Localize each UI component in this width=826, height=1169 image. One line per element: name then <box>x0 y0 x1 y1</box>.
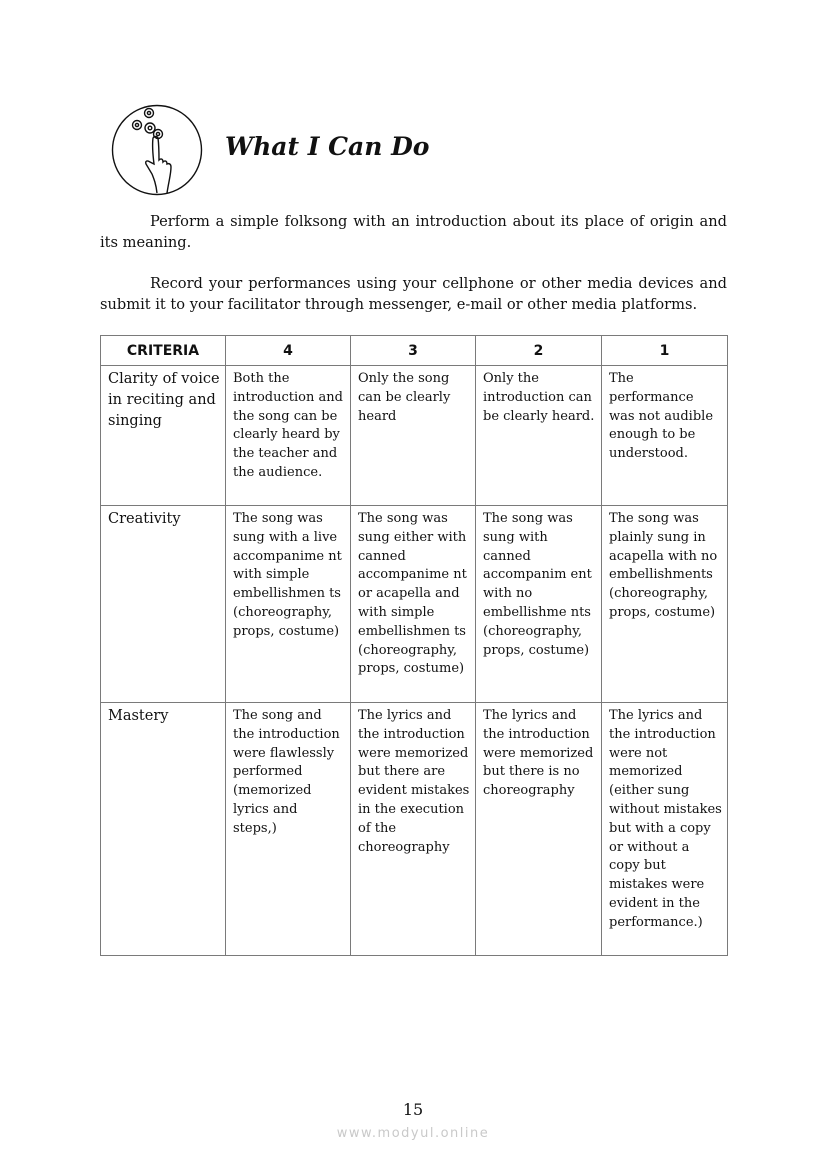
rubric-cell: Only the song can be clearly heard <box>351 366 476 506</box>
criterion-clarity: Clarity of voice in reciting and singing <box>101 366 226 506</box>
rubric-cell: The lyrics and the introduction were memorized but there are evident mistakes in the execution of the choreography <box>351 703 476 956</box>
criterion-creativity: Creativity <box>101 506 226 703</box>
instruction-text-2: Record your performances using your cellphone or other media devices and submit it to your facilitator through messenger, e-mail or other media platforms. <box>100 275 727 313</box>
table-row <box>101 366 728 506</box>
header-score-1: 1 <box>602 336 728 366</box>
section-title: What I Can Do <box>225 132 430 161</box>
instruction-paragraph-2 <box>100 273 727 315</box>
instruction-text-1: Perform a simple folksong with an introduction about its place of origin and its meaning. <box>100 213 727 251</box>
rubric-table <box>100 335 728 956</box>
rubric-cell: The song was sung with a live accompanime nt with simple embellishmen ts (choreography, props, costume) <box>226 506 351 703</box>
watermark: www.modyul.online <box>336 1126 490 1141</box>
header-score-4: 4 <box>226 336 351 366</box>
rubric-cell: Both the introduction and the song can be clearly heard by the teacher and the audience. <box>226 366 351 506</box>
rubric-cell: The song was sung with canned accompanim ent with no embellishme nts (choreography, props, costume) <box>476 506 602 703</box>
rubric-cell: The song and the introduction were flawlessly performed (memorized lyrics and steps,) <box>226 703 351 956</box>
criterion-mastery: Mastery <box>101 703 226 956</box>
rubric-cell: The song was plainly sung in acapella with no embellishments (choreography, props, costume) <box>602 506 728 703</box>
header-score-3: 3 <box>351 336 476 366</box>
rubric-cell: The lyrics and the introduction were memorized but there is no choreography <box>476 703 602 956</box>
rubric-cell: The song was sung either with canned accompanime nt or acapella and with simple embellishmen ts (choreography, props, costume) <box>351 506 476 703</box>
rubric-header-row <box>101 336 728 366</box>
header-criteria: CRITERIA <box>101 336 226 366</box>
rubric-cell: Only the introduction can be clearly heard. <box>476 366 602 506</box>
hand-with-gears-icon <box>111 104 203 196</box>
table-row <box>101 703 728 956</box>
rubric-cell: The performance was not audible enough to be understood. <box>602 366 728 506</box>
table-row <box>101 506 728 703</box>
rubric-cell: The lyrics and the introduction were not memorized (either sung without mistakes but with a copy or without a copy but mistakes were evident in the performance.) <box>602 703 728 956</box>
header-score-2: 2 <box>476 336 602 366</box>
instruction-paragraph-1 <box>100 211 727 253</box>
page-number: 15 <box>402 1100 424 1119</box>
